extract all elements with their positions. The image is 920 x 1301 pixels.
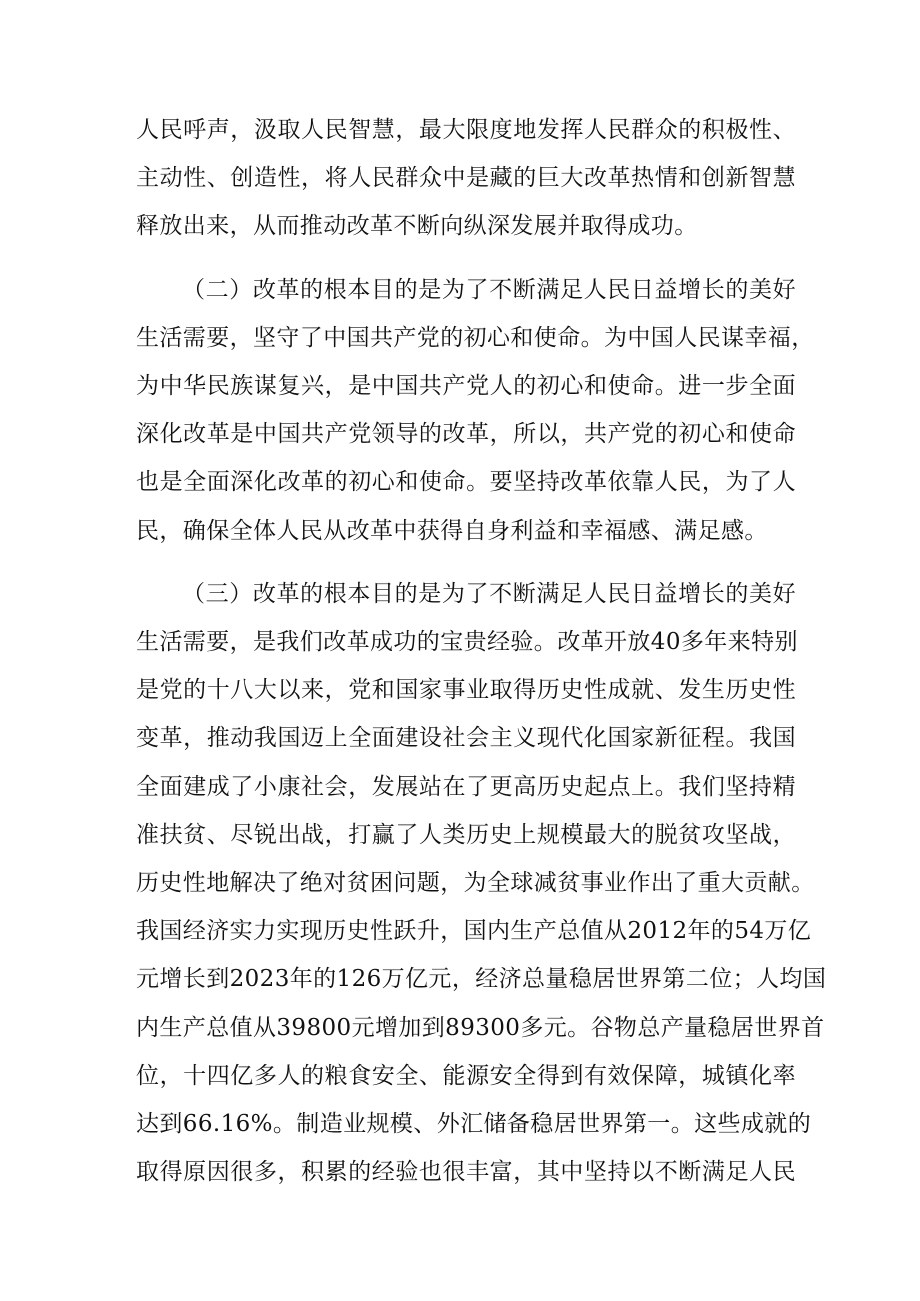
text-line: 主动性、创造性，将人民群众中是藏的巨大改革热情和创新智慧 xyxy=(136,165,796,192)
text-line: 内生产总值从39800元增加到89300多元。谷物总产量稳居世界首 xyxy=(136,1014,825,1041)
text-line: （三）改革的根本目的是为了不断满足人民日益增长的美好 xyxy=(182,580,796,607)
text-line: 变革，推动我国迈上全面建设社会主义现代化国家新征程。我国 xyxy=(136,725,796,752)
text-line: 全面建成了小康社会，发展站在了更高历史起点上。我们坚持精 xyxy=(136,773,796,800)
text-line: 深化改革是中国共产党领导的改革，所以，共产党的初心和使命 xyxy=(136,421,796,448)
text-line: 民，确保全体人民从改革中获得自身利益和幸福感、满足感。 xyxy=(136,517,768,544)
text-line: 达到66.16%。制造业规模、外汇储备稳居世界第一。这些成就的 xyxy=(136,1111,812,1138)
text-line: 生活需要，是我们改革成功的宝贵经验。改革开放40多年来特别 xyxy=(136,629,798,656)
paragraph-section-3 xyxy=(136,570,827,1197)
text-line: 为中华民族谋复兴，是中国共产党人的初心和使命。进一步全面 xyxy=(136,373,796,400)
text-line: 释放出来，从而推动改革不断向纵深发展并取得成功。 xyxy=(136,213,698,240)
paragraph-continuation xyxy=(136,106,796,251)
text-line: 准扶贫、尽锐出战，打赢了人类历史上规模最大的脱贫攻坚战， xyxy=(136,821,796,848)
text-line: 人民呼声，汲取人民智慧，最大限度地发挥人民群众的积极性、 xyxy=(136,117,796,143)
text-line: 位，十四亿多人的粮食安全、能源安全得到有效保障，城镇化率 xyxy=(136,1062,796,1089)
text-line: 元增长到2023年的126万亿元，经济总量稳居世界第二位；人均国 xyxy=(136,966,827,993)
paragraph-gap xyxy=(136,251,796,266)
paragraph-section-2 xyxy=(136,266,815,555)
text-line: 是党的十八大以来，党和国家事业取得历史性成就、发生历史性 xyxy=(136,677,796,704)
text-line: （二）改革的根本目的是为了不断满足人民日益增长的美好 xyxy=(182,276,796,303)
text-line: 取得原因很多，积累的经验也很丰富，其中坚持以不断满足人民 xyxy=(136,1159,796,1186)
text-line: 生活需要，坚守了中国共产党的初心和使命。为中国人民谋幸福， xyxy=(136,324,815,351)
text-line: 也是全面深化改革的初心和使命。要坚持改革依靠人民，为了人 xyxy=(136,469,796,496)
document-page xyxy=(136,106,827,1196)
paragraph-gap xyxy=(136,555,796,570)
text-line: 历史性地解决了绝对贫困问题，为全球减贫事业作出了重大贡献。 xyxy=(136,870,815,897)
text-line: 我国经济实力实现历史性跃升，国内生产总值从2012年的54万亿 xyxy=(136,918,812,945)
